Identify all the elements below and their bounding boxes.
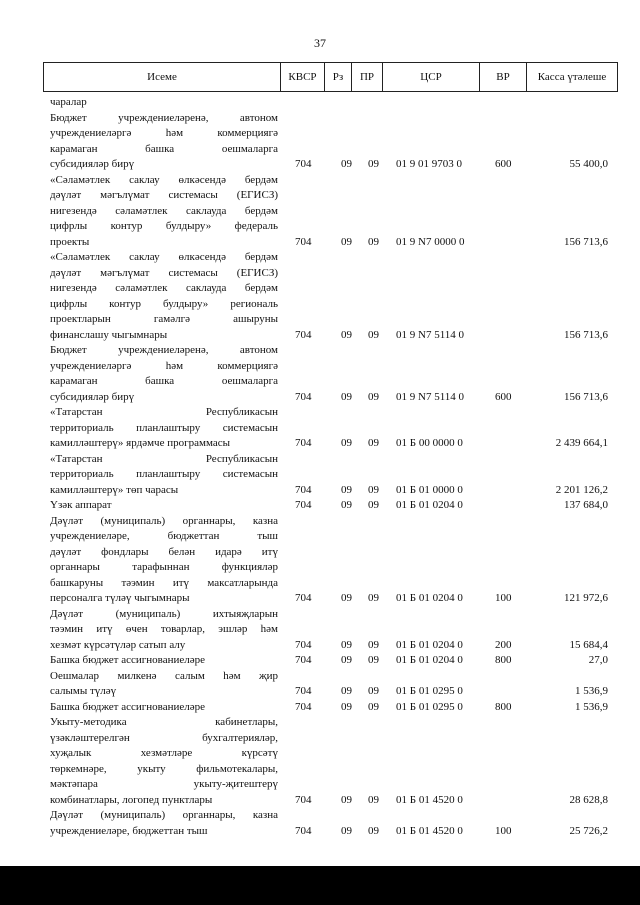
row-name-line: камилләштерү» төп чарасы <box>50 483 179 496</box>
cell-pr: 09 <box>368 499 379 511</box>
header-rz: Рз <box>325 63 352 92</box>
cell-vr: 100 <box>495 824 512 837</box>
cell-kvsr: 704 <box>295 483 312 496</box>
cell-pr: 09 <box>368 793 379 806</box>
row-name-line: «Татарстан Республикасын <box>50 452 278 465</box>
row-name-line: камилләштерү» ярдәмче программасы <box>50 437 230 449</box>
row-name-line: Бюджет учреждениеләренә, автоном <box>50 111 278 124</box>
header-kvsr: КВСР <box>281 63 325 92</box>
cell-pr: 09 <box>368 654 379 666</box>
cell-rz: 09 <box>341 158 352 170</box>
cell-pr: 09 <box>368 824 379 837</box>
cell-csr: 01 Б 01 0295 0 <box>396 685 463 697</box>
row-name <box>50 111 278 173</box>
row-name <box>50 700 278 716</box>
cell-kvsr: 704 <box>295 592 312 604</box>
row-name <box>50 405 278 452</box>
cell-pr: 09 <box>368 437 379 449</box>
cell-kvsr: 704 <box>295 793 312 806</box>
row-name-line: хуҗалык хезмәтләре күрсәтү <box>50 747 278 759</box>
cell-kassa: 137 684,0 <box>564 499 608 511</box>
row-name <box>50 514 278 607</box>
cell-rz: 09 <box>341 328 352 341</box>
cell-kvsr: 704 <box>295 499 312 511</box>
cell-pr: 09 <box>368 235 379 248</box>
table-row <box>50 700 610 716</box>
cell-rz: 09 <box>341 592 352 604</box>
row-name-line: субсидияләр бирү <box>50 158 135 170</box>
cell-rz: 09 <box>341 235 352 248</box>
row-name-line: проекты <box>50 235 90 248</box>
row-name-line: Башка бюджет ассигнованиеләре <box>50 700 205 713</box>
row-name <box>50 607 278 654</box>
cell-csr: 01 Б 01 0204 0 <box>396 592 463 604</box>
cell-kassa: 27,0 <box>588 654 608 666</box>
row-name <box>50 653 278 669</box>
cell-kvsr: 704 <box>295 158 312 170</box>
scan-bottom-edge <box>0 866 640 905</box>
cell-csr: 01 Б 01 0295 0 <box>396 700 463 713</box>
cell-csr: 01 Б 01 0000 0 <box>396 483 463 496</box>
table-row <box>50 250 610 343</box>
cell-csr: 01 Б 01 0204 0 <box>396 654 463 666</box>
cell-kvsr: 704 <box>295 685 312 697</box>
table-row <box>50 715 610 808</box>
row-name-line: карамаган башка оешмаларга <box>50 375 278 387</box>
row-name-line: учреждениеләре, бюджеттан тыш <box>50 824 208 837</box>
cell-kassa: 28 628,8 <box>569 793 608 806</box>
cell-rz: 09 <box>341 499 352 511</box>
row-name-line: комбинатлары, логопед пунктлары <box>50 793 213 806</box>
row-name-line: тәэмин итү өчен товарлар, эшләр һәм <box>50 623 278 635</box>
cell-kassa: 1 536,9 <box>575 700 608 713</box>
table-row <box>50 405 610 452</box>
row-name-line: учреждениеләргә һәм коммерциягә <box>50 359 278 372</box>
table-header <box>43 62 618 92</box>
cell-kassa: 1 536,9 <box>575 685 608 697</box>
row-name <box>50 95 278 111</box>
row-name-line: мәктәпара укыту-җитештерү <box>50 778 278 790</box>
row-name-line: органнары тарафыннан функцияләр <box>50 561 278 573</box>
row-name-line: салымы түләү <box>50 685 117 697</box>
table-body <box>50 95 610 839</box>
cell-vr: 800 <box>495 654 512 666</box>
table-row <box>50 173 610 251</box>
header-name: Исеме <box>44 63 281 92</box>
cell-rz: 09 <box>341 483 352 496</box>
row-name-line: Дәүләт (муниципаль) ихтыяҗларын <box>50 607 278 620</box>
row-name-line: цифрлы контур булдыру» региональ <box>50 297 278 310</box>
row-name-line: хезмәт күрсәтүләр сатып алу <box>50 638 186 651</box>
row-name-line: нигезендә сәламәтлек саклауда бердәм <box>50 282 278 294</box>
cell-vr: 800 <box>495 700 512 713</box>
cell-rz: 09 <box>341 437 352 449</box>
page-number: 37 <box>314 36 326 50</box>
row-name <box>50 498 278 514</box>
row-name-line: чаралар <box>50 96 87 108</box>
cell-pr: 09 <box>368 483 379 496</box>
table-row <box>50 808 610 839</box>
row-name-line: «Татарстан Республикасын <box>50 406 278 418</box>
cell-vr: 200 <box>495 638 512 651</box>
cell-kvsr: 704 <box>295 700 312 713</box>
row-name-line: «Сәламәтлек саклау өлкәсендә бердәм <box>50 251 278 263</box>
row-name-line: дәүләт мәгълүмат системасы (ЕГИСЗ) <box>50 189 278 201</box>
row-name-line: нигезендә сәламәтлек саклауда бердәм <box>50 204 278 217</box>
header-kassa: Касса үтәлеше <box>527 63 618 92</box>
table-row <box>50 343 610 405</box>
cell-csr: 01 9 N7 5114 0 <box>396 390 465 403</box>
row-name-line: территориаль планлаштыру системасын <box>50 468 278 480</box>
cell-vr: 100 <box>495 592 512 604</box>
cell-kassa: 2 439 664,1 <box>555 437 608 449</box>
cell-kvsr: 704 <box>295 654 312 666</box>
row-name-line: Бюджет учреждениеләренә, автоном <box>50 344 278 356</box>
row-name-line: дәүләт фондлары белән идарә итү <box>50 545 278 558</box>
table-row <box>50 514 610 607</box>
row-name <box>50 343 278 405</box>
row-name <box>50 808 278 839</box>
header-vr: ВР <box>480 63 527 92</box>
row-name <box>50 452 278 499</box>
row-name <box>50 715 278 808</box>
cell-rz: 09 <box>341 638 352 651</box>
cell-kvsr: 704 <box>295 437 312 449</box>
cell-kvsr: 704 <box>295 638 312 651</box>
cell-pr: 09 <box>368 700 379 713</box>
cell-rz: 09 <box>341 793 352 806</box>
cell-kvsr: 704 <box>295 824 312 837</box>
row-name-line: «Сәламәтлек саклау өлкәсендә бердәм <box>50 173 278 186</box>
row-name-line: Үзәк аппарат <box>50 499 112 511</box>
cell-pr: 09 <box>368 158 379 170</box>
cell-pr: 09 <box>368 685 379 697</box>
cell-rz: 09 <box>341 824 352 837</box>
cell-pr: 09 <box>368 638 379 651</box>
cell-pr: 09 <box>368 390 379 403</box>
cell-kassa: 156 713,6 <box>564 235 608 248</box>
row-name-line: карамаган башка оешмаларга <box>50 142 278 155</box>
row-name <box>50 173 278 251</box>
cell-kassa: 156 713,6 <box>564 390 608 403</box>
row-name <box>50 669 278 700</box>
row-name-line: үзәкләштерелгән бухгалтерияләр, <box>50 731 278 744</box>
cell-vr: 600 <box>495 158 512 170</box>
cell-csr: 01 Б 01 4520 0 <box>396 824 463 837</box>
row-name-line: Дәүләт (муниципаль) органнары, казна <box>50 809 278 821</box>
row-name-line: башкаруны тәэмин итү максатларында <box>50 576 278 589</box>
cell-kassa: 121 972,6 <box>564 592 608 604</box>
cell-rz: 09 <box>341 700 352 713</box>
cell-csr: 01 Б 01 4520 0 <box>396 793 463 806</box>
row-name-line: Оешмалар милкенә салым һәм җир <box>50 669 278 682</box>
cell-csr: 01 9 N7 0000 0 <box>396 235 465 248</box>
cell-pr: 09 <box>368 592 379 604</box>
cell-csr: 01 Б 01 0204 0 <box>396 638 463 651</box>
row-name-line: учреждениеләргә һәм коммерциягә <box>50 127 278 139</box>
table-row <box>50 95 610 111</box>
row-name-line: Дәүләт (муниципаль) органнары, казна <box>50 514 278 527</box>
header-csr: ЦСР <box>383 63 480 92</box>
row-name-line: проектларын гамәлгә ашыруны <box>50 313 278 325</box>
cell-kassa: 25 726,2 <box>569 824 608 837</box>
cell-kvsr: 704 <box>295 328 312 341</box>
row-name <box>50 250 278 343</box>
cell-kvsr: 704 <box>295 390 312 403</box>
row-name-line: финанслашу чыгымнары <box>50 328 168 341</box>
cell-csr: 01 9 01 9703 0 <box>396 158 462 170</box>
row-name-line: территориаль планлаштыру системасын <box>50 421 278 434</box>
cell-kassa: 156 713,6 <box>564 328 608 341</box>
cell-kassa: 55 400,0 <box>569 158 608 170</box>
row-name-line: учреждениеләре, бюджеттан тыш <box>50 530 278 542</box>
cell-csr: 01 9 N7 5114 0 <box>396 328 465 341</box>
row-name-line: Башка бюджет ассигнованиеләре <box>50 654 205 666</box>
row-name-line: цифрлы контур булдыру» федераль <box>50 220 278 232</box>
row-name-line: субсидияләр бирү <box>50 390 135 403</box>
row-name-line: төркемнәре, укыту фильмотекалары, <box>50 762 278 775</box>
cell-kassa: 15 684,4 <box>569 638 608 651</box>
table-row <box>50 111 610 173</box>
table-row <box>50 607 610 654</box>
row-name-line: персоналга түләү чыгымнары <box>50 592 190 604</box>
row-name-line: Укыту-методика кабинетлары, <box>50 716 278 728</box>
cell-csr: 01 Б 00 0000 0 <box>396 437 463 449</box>
cell-rz: 09 <box>341 390 352 403</box>
table-row <box>50 669 610 700</box>
table-row <box>50 653 610 669</box>
cell-vr: 600 <box>495 390 512 403</box>
table-row <box>50 452 610 499</box>
cell-pr: 09 <box>368 328 379 341</box>
cell-csr: 01 Б 01 0204 0 <box>396 499 463 511</box>
cell-kassa: 2 201 126,2 <box>555 483 608 496</box>
row-name-line: дәүләт мәгълүмат системасы (ЕГИСЗ) <box>50 266 278 279</box>
header-pr: ПР <box>352 63 383 92</box>
cell-kvsr: 704 <box>295 235 312 248</box>
cell-rz: 09 <box>341 654 352 666</box>
table-row <box>50 498 610 514</box>
cell-rz: 09 <box>341 685 352 697</box>
